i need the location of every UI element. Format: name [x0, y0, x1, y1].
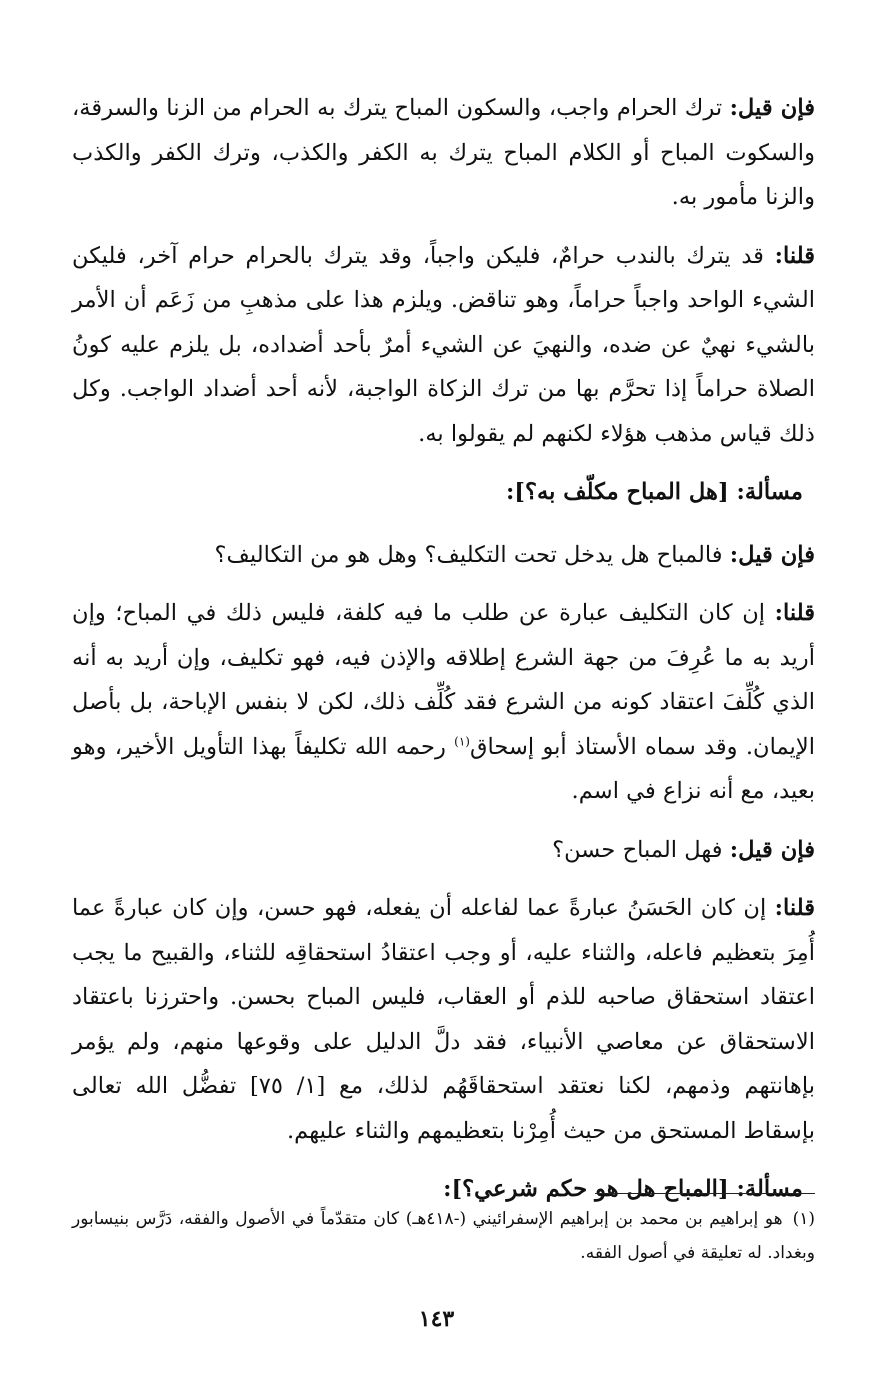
paragraph — [72, 886, 815, 1153]
section-heading — [72, 470, 815, 515]
section-heading-text: [هل المباح مكلّف به؟]: — [505, 479, 737, 505]
answer-marker: قلنا: — [774, 600, 815, 626]
paragraph — [72, 86, 815, 220]
paragraph-text: إن كان التكليف عبارة عن طلب ما فيه كلفة، فليس ذلك في المباح؛ وإن أريد به ما عُرِفَ من جهة الشرع إطلاقه والإذن فيه، فهو تكليف، وإن أريد به أنه الذي كُلِّفَ اعتقاد كونه من الشرع فقد كُلِّف ذلك، لكن لا بنفس الإباحة، بل بأصل الإيمان. وقد سماه الأستاذ أبو إسحاق — [72, 600, 815, 760]
paragraph-text: قد يترك بالندب حرامٌ، فليكن واجباً، وقد يترك بالحرام حرام آخر، فليكن الشيء الواحد واجباً حراماً، وهو تناقض. ويلزم هذا على مذهبِ من زَعَم أن الأمر بالشيء نهيٌ عن ضده، والنهيَ عن الشيء أمرٌ بأحد أضداده، بل يلزم عليه كونُ الصلاة حراماً إذا تحرَّم بها من ترك الزكاة الواجبة، لأنه أحد أضداد الواجب. وكل ذلك قياس مذهب هؤلاء لكنهم لم يقولوا به. — [72, 242, 815, 447]
footnote-text: هو إبراهيم بن محمد بن إبراهيم الإسفرائيني (-٤١٨هـ) كان متقدّماً في الأصول والفقه، دَرَّس بنيسابور وبغداد. له تعليقة في أصول الفقه. — [72, 1209, 815, 1263]
question-marker: فإن قيل: — [729, 836, 815, 863]
footnote-mark: (١) — [792, 1209, 815, 1229]
section-heading-text: [المباح هل هو حكم شرعي؟]: — [443, 1176, 737, 1202]
question-marker: فإن قيل: — [729, 95, 816, 121]
section-heading-label: مسألة: — [736, 479, 803, 505]
paragraph — [72, 828, 815, 873]
paragraph — [72, 533, 815, 578]
section-heading-label: مسألة: — [736, 1176, 803, 1202]
paragraph-text: إن كان الحَسَنُ عبارةً عما لفاعله أن يفعله، فهو حسن، وإن كان عبارةً عما أُمِرَ بتعظيم فاعله، والثناء عليه، أو وجب اعتقادُ استحقاقِه للثناء، والقبيح ما يجب اعتقاد استحقاق صاحبه للذم أو العقاب، فليس المباح بحسن. واحترزنا باعتقاد الاستحقاق عن معاصي الأنبياء، فقد دلَّ الدليل على وقوعها منهم، ولم يؤمر بإهانتهم وذمهم، لكنا نعتقد استحقاقَهُم لذلك، مع [١/ ٧٥] تفضُّل الله تعالى بإسقاط المستحق من حيث أُمِرْنا بتعظيمهم والثناء عليهم. — [72, 895, 816, 1144]
paragraph — [72, 234, 815, 457]
paragraph — [72, 591, 815, 814]
paragraph-text: ترك الحرام واجب، والسكون المباح يترك به الحرام من الزنا والسرقة، والسكوت المباح أو الكلام المباح يترك به الكفر والكذب، وترك الكفر والكذب والزنا مأمور به. — [72, 95, 815, 210]
paragraph-text: رحمه الله تكليفاً بهذا التأويل الأخير، وهو بعيد، مع أنه نزاع في اسم. — [72, 733, 815, 804]
footnote — [72, 1202, 815, 1270]
paragraph-text: فالمباح هل يدخل تحت التكليف؟ وهل هو من التكاليف؟ — [214, 541, 730, 568]
answer-marker: قلنا: — [774, 242, 815, 269]
page-number: ١٤٣ — [418, 1306, 455, 1332]
answer-marker: قلنا: — [774, 895, 815, 921]
footnote-reference[interactable]: (١) — [454, 733, 470, 748]
question-marker: فإن قيل: — [729, 541, 815, 568]
paragraph-text: فهل المباح حسن؟ — [552, 836, 730, 863]
footnote-separator — [595, 1193, 815, 1194]
